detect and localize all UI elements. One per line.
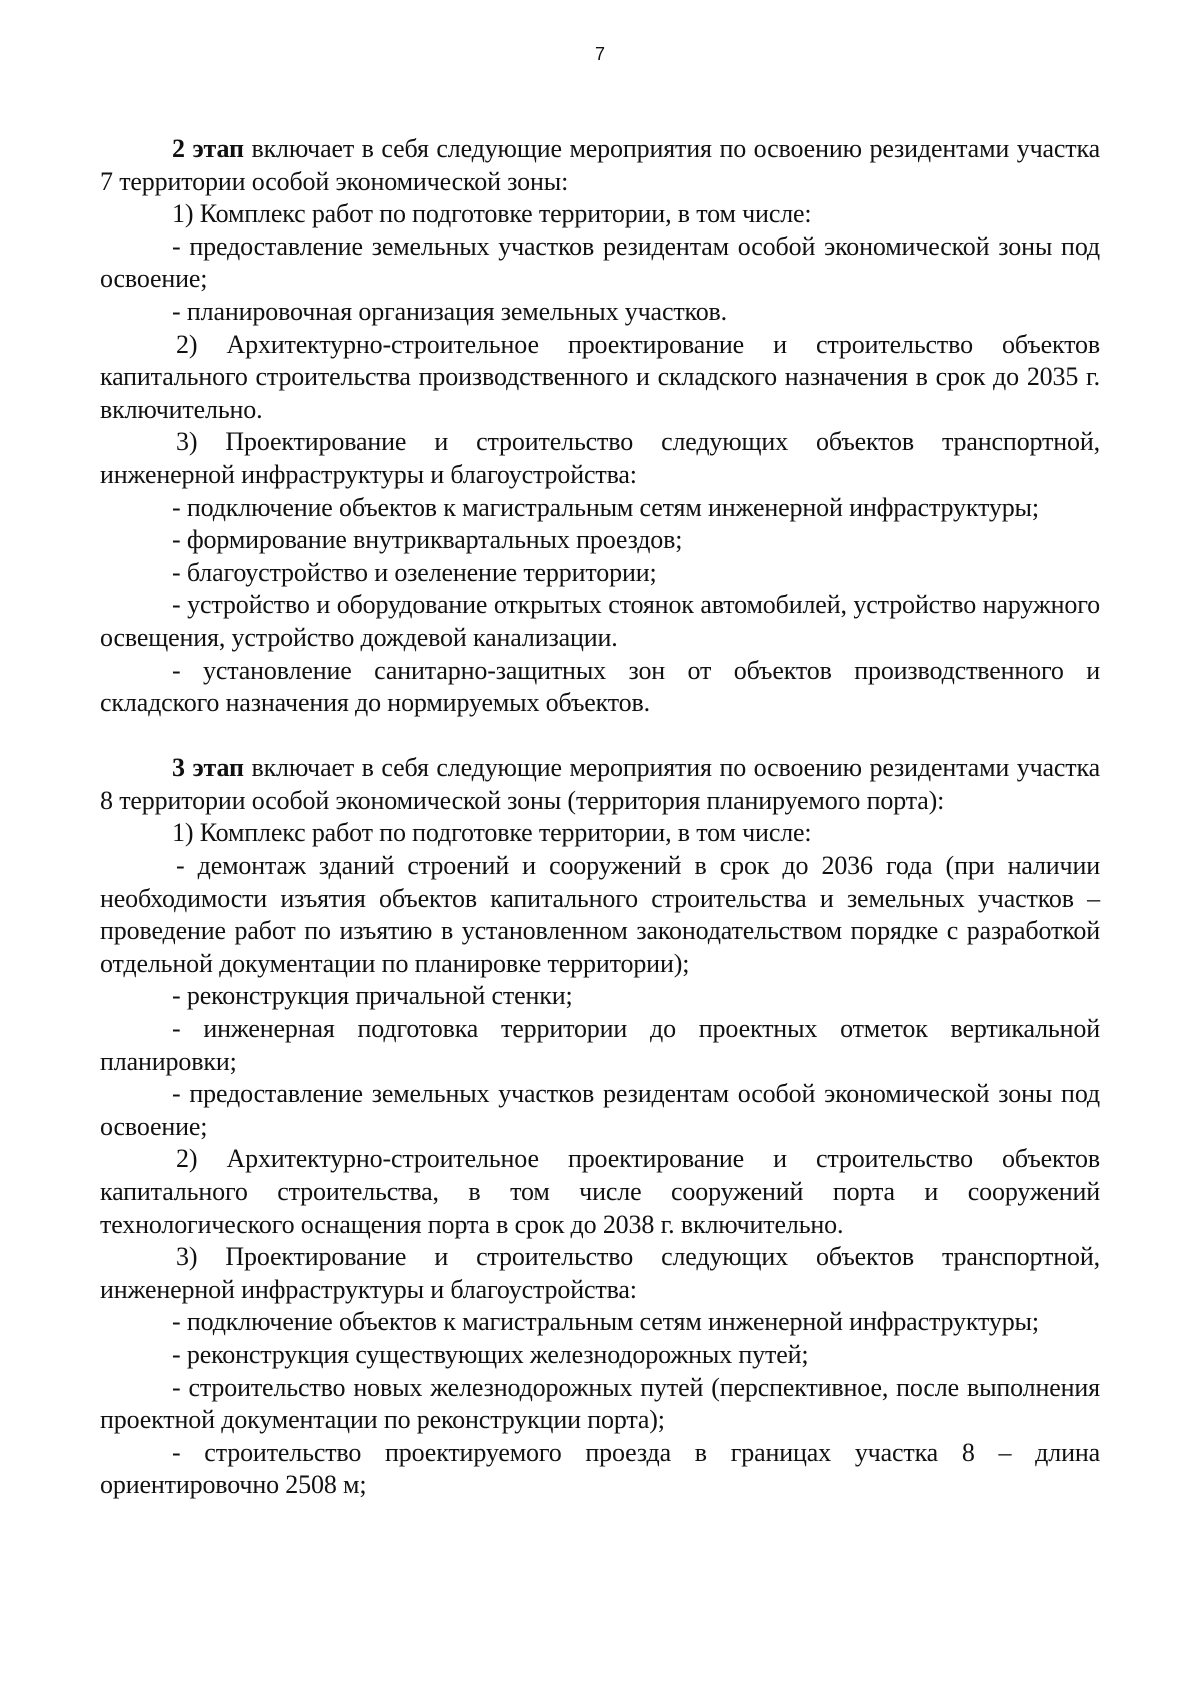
stage3-intro-text: включает в себя следующие мероприятия по освоению резидентами участка 8 территории особой экономической зоны (территория планируемого порта): [100,753,1100,815]
stage2-intro [100,133,1100,198]
stage3-item: 3) Проектирование и строительство следующих объектов транспортной, инженерной инфраструктуры и благоустройства: [100,1242,1100,1304]
stage3-title: 3 этап [172,753,244,783]
stage3-item: - реконструкция причальной стенки; [172,981,573,1011]
stage2-item: - устройство и оборудование открытых стоянок автомобилей, устройство наружного освещения, устройство дождевой канализации. [100,590,1100,652]
section-gap [100,720,1100,753]
stage2-item: 3) Проектирование и строительство следующих объектов транспортной, инженерной инфраструктуры и благоустройства: [100,427,1100,489]
stage3-item: - строительство новых железнодорожных путей (перспективное, после выполнения проектной документации по реконструкции порта); [100,1372,1100,1435]
stage2-item: - формирование внутриквартальных проездов; [172,525,683,555]
stage3-item: 1) Комплекс работ по подготовке территории, в том числе: [172,818,812,848]
stage3-item: 2) Архитектурно-строительное проектирование и строительство объектов капитального строительства, в том числе сооружений порта и сооружений технологического оснащения порта в срок до 2038 г. включительно. [100,1144,1100,1239]
stage2-intro-text: включает в себя следующие мероприятия по освоению резидентами участка 7 территории особой экономической зоны: [100,134,1100,196]
document-body [100,133,1100,1502]
stage3-item: - строительство проектируемого проезда в границах участка 8 – длина ориентировочно 2508 м; [100,1437,1100,1500]
stage2-item: - установление санитарно-защитных зон от объектов производственного и складского назначения до нормируемых объектов. [100,655,1100,718]
stage3-item: - демонтаж зданий строений и сооружений в срок до 2036 года (при наличии необходимости изъятия объектов капитального строительства и земельных участков – проведение работ по изъятию в установленном законодательством порядке с разработкой отдельной документации по планировке территории); [100,851,1100,978]
stage2-item: 2) Архитектурно-строительное проектирование и строительство объектов капитального строительства производственного и складского назначения в срок до 2035 г. включительно. [100,329,1100,424]
page-number: 7 [594,44,605,64]
stage2-item: 1) Комплекс работ по подготовке территории, в том числе: [172,199,812,229]
stage3-item: - подключение объектов к магистральным сетям инженерной инфраструктуры; [172,1307,1039,1337]
stage3-intro [100,752,1100,817]
stage3-item: - предоставление земельных участков резидентам особой экономической зоны под освоение; [100,1079,1100,1141]
stage3-item: - инженерная подготовка территории до проектных отметок вертикальной планировки; [100,1014,1100,1076]
stage3-item: - реконструкция существующих железнодорожных путей; [172,1339,809,1369]
stage2-item: - предоставление земельных участков резидентам особой экономической зоны под освоение; [100,231,1100,294]
stage2-item: - благоустройство и озеленение территории; [172,557,657,587]
stage2-item: - подключение объектов к магистральным сетям инженерной инфраструктуры; [172,492,1039,522]
stage2-title: 2 этап [172,134,244,163]
stage2-item: - планировочная организация земельных участков. [172,296,728,326]
